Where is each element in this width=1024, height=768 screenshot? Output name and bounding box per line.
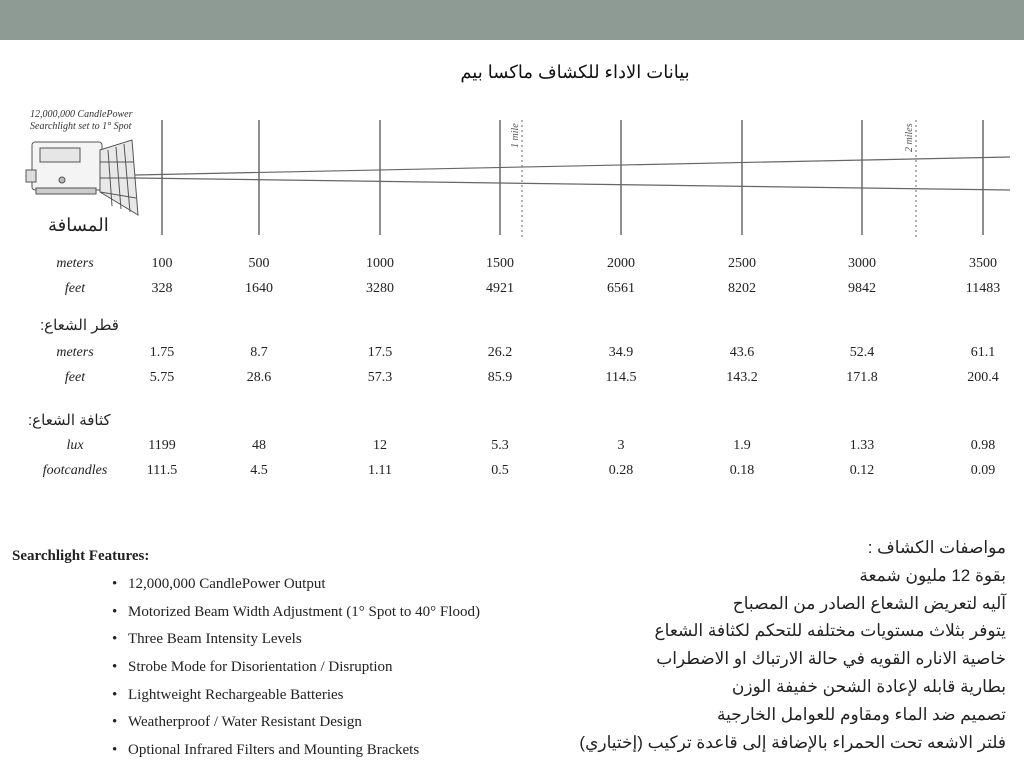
table-cell: 1.9 bbox=[733, 438, 751, 453]
table-cell: 26.2 bbox=[487, 345, 513, 360]
table-cell: 3000 bbox=[848, 256, 876, 271]
arabic-feature-item: فلتر الاشعه تحت الحمراء بالإضافة إلى قاعدة تركيب (إختياري) bbox=[579, 732, 1006, 752]
distance-label: المسافة bbox=[48, 215, 109, 235]
table-cell: 143.2 bbox=[726, 370, 758, 385]
table-cell: 0.98 bbox=[970, 438, 996, 453]
table-cell: 6561 bbox=[607, 281, 635, 296]
arabic-features-heading: مواصفات الكشاف : bbox=[867, 538, 1006, 557]
table-cell: 2000 bbox=[607, 256, 635, 271]
table-cell: 48 bbox=[252, 438, 266, 453]
table-cell: 5.3 bbox=[491, 438, 509, 453]
table-cell: 57.3 bbox=[367, 370, 393, 385]
table-cell: 1500 bbox=[486, 256, 514, 271]
table-cell: 3280 bbox=[366, 281, 394, 296]
table-cell: 11483 bbox=[965, 281, 1001, 296]
beam-lower-edge bbox=[135, 178, 1010, 190]
row-label: meters bbox=[56, 256, 94, 271]
table-cell: 2500 bbox=[728, 256, 756, 271]
beam-diameter-label: قطر الشعاع: bbox=[40, 317, 119, 334]
table-cell: 8202 bbox=[728, 281, 756, 296]
features-title: Searchlight Features: bbox=[12, 548, 150, 564]
table-cell: 111.5 bbox=[146, 463, 178, 478]
table-cell: 500 bbox=[248, 256, 270, 271]
mile-1-label: 1 mile bbox=[510, 123, 521, 148]
arabic-feature-item: بقوة 12 مليون شمعة bbox=[859, 565, 1006, 585]
feature-item: • Strobe Mode for Disorientation / Disruption bbox=[112, 657, 480, 685]
header-bar bbox=[0, 0, 1024, 40]
table-cell: 1.33 bbox=[849, 438, 875, 453]
table-cell: 8.7 bbox=[250, 345, 268, 360]
table-cell: 100 bbox=[151, 256, 173, 271]
table-cell: 0.5 bbox=[491, 463, 509, 478]
distance-markers bbox=[162, 120, 983, 235]
feature-item: • 12,000,000 CandlePower Output bbox=[112, 574, 480, 602]
searchlight-icon bbox=[26, 140, 138, 215]
table-cell: 1.11 bbox=[368, 463, 392, 478]
table-cell: 85.9 bbox=[487, 370, 513, 385]
row-label: feet bbox=[64, 370, 86, 385]
beam-diagram bbox=[0, 100, 1024, 250]
table-cell: 0.18 bbox=[729, 463, 755, 478]
table-cell: 1640 bbox=[245, 281, 273, 296]
table-cell: 1.75 bbox=[149, 345, 175, 360]
caption-line-1: 12,000,000 CandlePower bbox=[30, 109, 133, 120]
table-cell: 9842 bbox=[848, 281, 876, 296]
table-cell: 12 bbox=[373, 438, 387, 453]
mile-2-label: 2 miles bbox=[904, 123, 915, 152]
table-cell: 52.4 bbox=[849, 345, 875, 360]
table-cell: 200.4 bbox=[967, 370, 999, 385]
feature-item: • Motorized Beam Width Adjustment (1° Spot to 40° Flood) bbox=[112, 602, 480, 630]
feature-item: • Lightweight Rechargeable Batteries bbox=[112, 685, 480, 713]
table-cell: 328 bbox=[151, 281, 173, 296]
caption-line-2: Searchlight set to 1° Spot bbox=[30, 121, 132, 132]
arabic-feature-item: يتوفر بثلاث مستويات مختلفه للتحكم لكثافة الشعاع bbox=[654, 621, 1006, 641]
table-cell: 4921 bbox=[486, 281, 514, 296]
features-list bbox=[112, 574, 480, 768]
beam-upper-edge bbox=[135, 157, 1010, 175]
feature-item: • Optional Infrared Filters and Mounting Brackets bbox=[112, 740, 480, 768]
table-cell: 1199 bbox=[148, 438, 176, 453]
arabic-features-list bbox=[536, 535, 1006, 757]
table-cell: 0.12 bbox=[849, 463, 875, 478]
table-cell: 1000 bbox=[366, 256, 394, 271]
arabic-feature-item: بطارية قابله لإعادة الشحن خفيفة الوزن bbox=[731, 676, 1006, 696]
diagram-caption bbox=[30, 109, 133, 133]
table-cell: 4.5 bbox=[250, 463, 268, 478]
table-cell: 0.28 bbox=[608, 463, 634, 478]
table-cell: 17.5 bbox=[367, 345, 393, 360]
table-cell: 43.6 bbox=[729, 345, 755, 360]
table-cell: 3 bbox=[617, 438, 625, 453]
feature-item: • Three Beam Intensity Levels bbox=[112, 629, 480, 657]
table-cell: 34.9 bbox=[608, 345, 634, 360]
row-label: lux bbox=[66, 438, 84, 453]
row-label: footcandles bbox=[42, 463, 108, 478]
table-cell: 28.6 bbox=[246, 370, 272, 385]
table-cell: 3500 bbox=[969, 256, 997, 271]
table-cell: 171.8 bbox=[846, 370, 878, 385]
table-cell: 61.1 bbox=[970, 345, 996, 360]
table-cell: 114.5 bbox=[605, 370, 637, 385]
arabic-feature-item: خاصية الاناره القويه في حالة الارتباك او الاضطراب bbox=[656, 649, 1006, 669]
arabic-feature-item: تصميم ضد الماء ومقاوم للعوامل الخارجية bbox=[717, 704, 1006, 724]
arabic-feature-item: آليه لتعريض الشعاع الصادر من المصباح bbox=[732, 593, 1006, 613]
table-cell: 5.75 bbox=[149, 370, 175, 385]
row-label: meters bbox=[56, 345, 94, 360]
feature-item: • Weatherproof / Water Resistant Design bbox=[112, 712, 480, 740]
row-label: feet bbox=[64, 281, 86, 296]
page-title: بيانات الاداء للكشاف ماكسا بيم bbox=[460, 62, 690, 82]
table-cell: 0.09 bbox=[970, 463, 996, 478]
beam-intensity-label: كثافة الشعاع: bbox=[28, 412, 111, 429]
